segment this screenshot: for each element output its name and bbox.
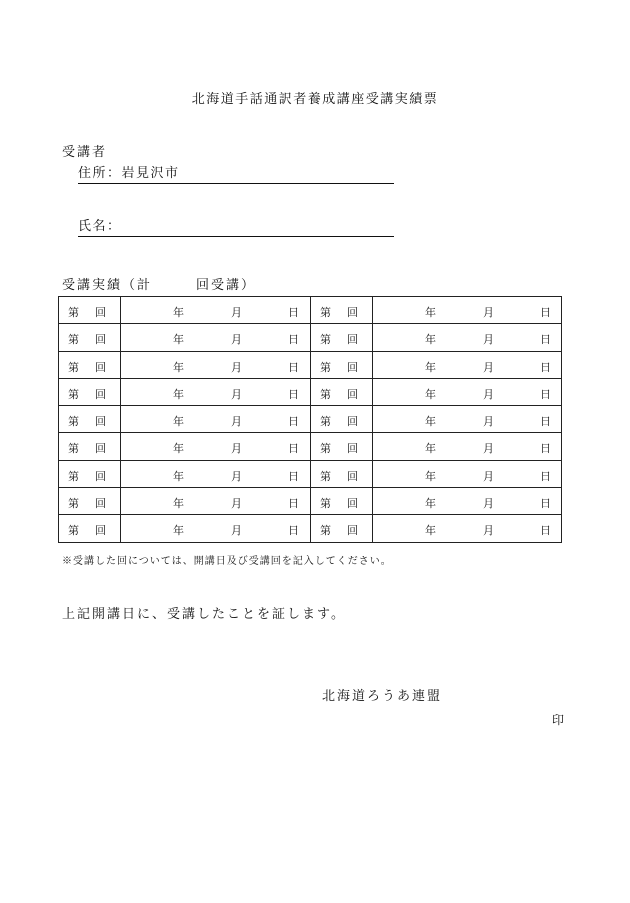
year-label: 年 — [425, 524, 436, 538]
day-label: 日 — [540, 497, 551, 511]
address-label: 住所： — [78, 166, 122, 181]
month-label: 月 — [231, 360, 242, 374]
month-label: 月 — [483, 442, 494, 456]
year-label: 年 — [173, 442, 184, 456]
kai-label: 回 — [347, 360, 358, 374]
table-row — [59, 515, 562, 542]
dai-label: 第 — [68, 333, 79, 347]
session-date-cell[interactable] — [121, 378, 311, 405]
month-label: 月 — [483, 387, 494, 401]
dai-label: 第 — [68, 497, 79, 511]
month-label: 月 — [231, 469, 242, 483]
attendance-record-table — [58, 296, 562, 543]
day-label: 日 — [540, 469, 551, 483]
month-label: 月 — [231, 306, 242, 319]
day-label: 日 — [540, 333, 551, 347]
session-number-cell[interactable] — [59, 406, 121, 433]
dai-label: 第 — [320, 306, 331, 319]
year-label: 年 — [173, 387, 184, 401]
month-label: 月 — [483, 306, 494, 319]
month-label: 月 — [231, 497, 242, 511]
attendee-label: 受講者 — [62, 145, 108, 160]
year-label: 年 — [425, 415, 436, 429]
day-label: 日 — [540, 415, 551, 429]
month-label: 月 — [231, 387, 242, 401]
dai-label: 第 — [320, 415, 331, 429]
kai-label: 回 — [95, 415, 106, 429]
session-date-cell[interactable] — [373, 488, 562, 515]
session-number-cell[interactable] — [311, 297, 373, 324]
year-label: 年 — [425, 360, 436, 374]
session-number-cell[interactable] — [311, 351, 373, 378]
dai-label: 第 — [320, 387, 331, 401]
address-field[interactable] — [78, 165, 394, 184]
day-label: 日 — [540, 360, 551, 374]
kai-label: 回 — [347, 333, 358, 347]
kai-label: 回 — [95, 524, 106, 538]
year-label: 年 — [425, 442, 436, 456]
dai-label: 第 — [68, 360, 79, 374]
dai-label: 第 — [68, 415, 79, 429]
record-heading-suffix: 回受講） — [196, 278, 257, 293]
month-label: 月 — [483, 469, 494, 483]
dai-label: 第 — [68, 469, 79, 483]
session-number-cell[interactable] — [311, 378, 373, 405]
session-number-cell[interactable] — [311, 433, 373, 460]
month-label: 月 — [483, 360, 494, 374]
day-label: 日 — [288, 360, 299, 374]
day-label: 日 — [540, 387, 551, 401]
record-heading-prefix: 受講実績（計 — [62, 278, 153, 293]
session-date-cell[interactable] — [373, 433, 562, 460]
dai-label: 第 — [320, 442, 331, 456]
session-date-cell[interactable] — [373, 515, 562, 542]
kai-label: 回 — [347, 497, 358, 511]
session-number-cell[interactable] — [59, 460, 121, 487]
month-label: 月 — [483, 524, 494, 538]
dai-label: 第 — [68, 306, 79, 319]
session-date-cell[interactable] — [373, 324, 562, 351]
year-label: 年 — [173, 497, 184, 511]
attendance-record-body — [59, 297, 562, 543]
table-row — [59, 433, 562, 460]
table-row — [59, 351, 562, 378]
session-date-cell[interactable] — [121, 406, 311, 433]
session-date-cell[interactable] — [121, 351, 311, 378]
day-label: 日 — [288, 387, 299, 401]
seal-mark: 印 — [552, 713, 565, 727]
day-label: 日 — [540, 524, 551, 538]
instruction-note: ※受講した回については、開講日及び受講回を記入してください。 — [62, 556, 392, 567]
dai-label: 第 — [320, 524, 331, 538]
year-label: 年 — [425, 306, 436, 319]
year-label: 年 — [173, 333, 184, 347]
month-label: 月 — [231, 333, 242, 347]
kai-label: 回 — [95, 306, 106, 319]
year-label: 年 — [173, 360, 184, 374]
year-label: 年 — [173, 524, 184, 538]
dai-label: 第 — [320, 360, 331, 374]
session-date-cell[interactable] — [373, 351, 562, 378]
year-label: 年 — [425, 497, 436, 511]
year-label: 年 — [173, 306, 184, 319]
dai-label: 第 — [68, 442, 79, 456]
month-label: 月 — [483, 415, 494, 429]
session-number-cell[interactable] — [59, 324, 121, 351]
table-row — [59, 406, 562, 433]
session-number-cell[interactable] — [59, 488, 121, 515]
day-label: 日 — [288, 333, 299, 347]
month-label: 月 — [483, 497, 494, 511]
month-label: 月 — [231, 524, 242, 538]
day-label: 日 — [288, 524, 299, 538]
session-date-cell[interactable] — [373, 460, 562, 487]
day-label: 日 — [540, 306, 551, 319]
day-label: 日 — [288, 415, 299, 429]
kai-label: 回 — [347, 442, 358, 456]
organization-name: 北海道ろうあ連盟 — [322, 689, 443, 704]
day-label: 日 — [288, 497, 299, 511]
table-row — [59, 324, 562, 351]
kai-label: 回 — [95, 333, 106, 347]
kai-label: 回 — [95, 360, 106, 374]
kai-label: 回 — [95, 469, 106, 483]
day-label: 日 — [288, 442, 299, 456]
year-label: 年 — [425, 333, 436, 347]
document-title: 北海道手話通訳者養成講座受講実績票 — [191, 92, 439, 107]
session-date-cell[interactable] — [121, 297, 311, 324]
table-row — [59, 297, 562, 324]
table-row — [59, 488, 562, 515]
kai-label: 回 — [95, 442, 106, 456]
month-label: 月 — [231, 415, 242, 429]
session-date-cell[interactable] — [373, 406, 562, 433]
table-row — [59, 378, 562, 405]
session-date-cell[interactable] — [121, 460, 311, 487]
session-number-cell[interactable] — [59, 515, 121, 542]
dai-label: 第 — [68, 387, 79, 401]
kai-label: 回 — [347, 387, 358, 401]
dai-label: 第 — [68, 524, 79, 538]
kai-label: 回 — [347, 469, 358, 483]
session-number-cell[interactable] — [311, 406, 373, 433]
year-label: 年 — [425, 469, 436, 483]
table-row — [59, 460, 562, 487]
month-label: 月 — [483, 333, 494, 347]
day-label: 日 — [288, 469, 299, 483]
day-label: 日 — [288, 306, 299, 319]
session-date-cell[interactable] — [121, 488, 311, 515]
session-number-cell[interactable] — [59, 378, 121, 405]
dai-label: 第 — [320, 469, 331, 483]
kai-label: 回 — [347, 306, 358, 319]
dai-label: 第 — [320, 333, 331, 347]
session-number-cell[interactable] — [311, 460, 373, 487]
session-number-cell[interactable] — [311, 488, 373, 515]
address-value: 岩見沢市 — [121, 166, 180, 181]
session-date-cell[interactable] — [373, 297, 562, 324]
session-date-cell[interactable] — [121, 515, 311, 542]
session-number-cell[interactable] — [311, 324, 373, 351]
year-label: 年 — [173, 415, 184, 429]
record-heading — [62, 274, 256, 293]
session-date-cell[interactable] — [121, 324, 311, 351]
kai-label: 回 — [347, 524, 358, 538]
name-label: 氏名： — [78, 219, 122, 234]
kai-label: 回 — [95, 497, 106, 511]
session-date-cell[interactable] — [373, 378, 562, 405]
year-label: 年 — [173, 469, 184, 483]
kai-label: 回 — [95, 387, 106, 401]
day-label: 日 — [540, 442, 551, 456]
kai-label: 回 — [347, 415, 358, 429]
session-number-cell[interactable] — [311, 515, 373, 542]
session-date-cell[interactable] — [121, 433, 311, 460]
certification-statement: 上記開講日に、受講したことを証します。 — [62, 607, 346, 622]
year-label: 年 — [425, 387, 436, 401]
session-number-cell[interactable] — [59, 297, 121, 324]
month-label: 月 — [231, 442, 242, 456]
session-number-cell[interactable] — [59, 351, 121, 378]
dai-label: 第 — [320, 497, 331, 511]
session-number-cell[interactable] — [59, 433, 121, 460]
name-field[interactable] — [78, 218, 394, 237]
